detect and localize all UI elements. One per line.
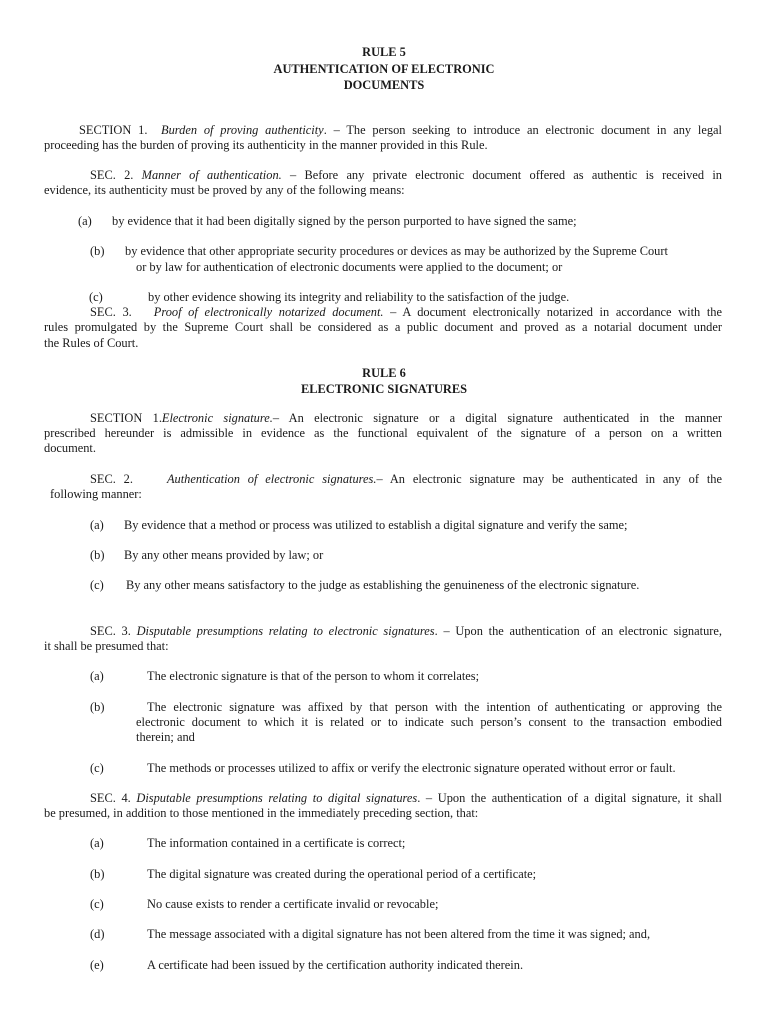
list-item-text: by evidence that other appropriate security procedures or devices as may be authorized by the Supreme Court xyxy=(125,244,668,258)
list-marker: (c) xyxy=(90,897,104,911)
rule5-title-line2: DOCUMENTS xyxy=(343,78,425,92)
list-item-text-cont: or by law for authentication of electronic documents were applied to the document; or xyxy=(136,260,563,274)
rule5-sec1-line1 xyxy=(44,123,722,139)
list-marker: (d) xyxy=(90,927,105,941)
section-heading: Electronic signature. xyxy=(161,411,273,425)
rule6-sec3-line2: it shall be presumed that: xyxy=(44,639,169,653)
section-text: . – Upon the authentication of an electronic signature, xyxy=(434,624,722,638)
list-item-text: The electronic signature was affixed by that person with the intention of authenticating or approving the xyxy=(147,700,722,714)
section-heading: Authentication of electronic signatures. xyxy=(166,472,377,486)
list-item-text: The methods or processes utilized to affix or verify the electronic signature operated without error or fault. xyxy=(147,761,676,775)
section-text: – An electronic signature or a digital signature authenticated in the manner xyxy=(272,411,722,425)
rule5-number: RULE 5 xyxy=(362,45,406,59)
list-item-text-cont: electronic document to which it is related or to indicate such person’s consent to the transaction embodied xyxy=(136,715,722,729)
list-marker: (a) xyxy=(90,669,104,683)
section-text: – A document electronically notarized in accordance with the xyxy=(390,305,722,319)
section-text: . – The person seeking to introduce an electronic document in any legal xyxy=(323,123,722,137)
section-label: SECTION 1. xyxy=(90,411,162,425)
list-item-text: The digital signature was created during the operational period of a certificate; xyxy=(147,867,537,881)
list-item-text: By evidence that a method or process was utilized to establish a digital signature and verify the same; xyxy=(124,518,628,532)
list-marker: (a) xyxy=(90,518,104,532)
section-heading: Manner of authentication. xyxy=(141,168,282,182)
list-marker: (b) xyxy=(90,867,105,881)
section-text: – An electronic signature may be authenticated in any of the xyxy=(376,472,722,486)
list-item-text: The message associated with a digital signature has not been altered from the time it was signed; and, xyxy=(147,927,651,941)
list-marker: (a) xyxy=(90,836,104,850)
section-label: SEC. 3. xyxy=(90,305,132,319)
rule6-title: ELECTRONIC SIGNATURES xyxy=(300,382,468,396)
rule5-sec3-line2: rules promulgated by the Supreme Court shall be considered as a public document and proved as a notarial document under xyxy=(44,320,722,334)
section-label: SEC. 3. xyxy=(90,624,131,638)
rule5-sec2-line2: evidence, its authenticity must be proved by any of the following means: xyxy=(44,183,405,197)
list-item-text: The electronic signature is that of the person to whom it correlates; xyxy=(147,669,480,683)
section-label: SECTION 1. xyxy=(79,123,148,137)
rule6-number: RULE 6 xyxy=(362,366,406,380)
rule6-sec4-line1 xyxy=(44,791,722,807)
list-item-text: by evidence that it had been digitally signed by the person purported to have signed the same; xyxy=(112,214,577,228)
rule6-sec3-line1 xyxy=(44,624,722,640)
section-text: – Before any private electronic document offered as authentic is received in xyxy=(290,168,722,182)
section-heading: Proof of electronically notarized document. xyxy=(153,305,384,319)
rule6-sec1-line3: document. xyxy=(44,441,96,455)
list-item-text: No cause exists to render a certificate invalid or revocable; xyxy=(147,897,439,911)
list-marker: (c) xyxy=(90,761,104,775)
list-marker: (a) xyxy=(78,214,92,228)
section-heading: Burden of proving authenticity xyxy=(161,123,324,137)
section-label: SEC. 2. xyxy=(90,472,133,486)
list-item-text-cont: therein; and xyxy=(136,730,195,744)
rule6-sec4-line2: be presumed, in addition to those mentioned in the immediately preceding section, that: xyxy=(44,806,479,820)
list-marker: (b) xyxy=(90,244,105,258)
rule5-title-line1: AUTHENTICATION OF ELECTRONIC xyxy=(273,62,495,76)
list-marker: (c) xyxy=(89,290,103,304)
list-item-text: A certificate had been issued by the certification authority indicated therein. xyxy=(147,958,524,972)
rule5-sec3-line3: the Rules of Court. xyxy=(44,336,139,350)
list-item-text: By any other means satisfactory to the judge as establishing the genuineness of the electronic signature. xyxy=(126,578,640,592)
rule5-sec3-line1 xyxy=(44,305,722,321)
list-item-text: By any other means provided by law; or xyxy=(124,548,324,562)
rule6-sec1-line1 xyxy=(44,411,722,427)
rule6-sec2-line2: following manner: xyxy=(50,487,142,501)
list-item-text: The information contained in a certificate is correct; xyxy=(147,836,406,850)
list-marker: (e) xyxy=(90,958,104,972)
section-text: . – Upon the authentication of a digital signature, it shall xyxy=(417,791,722,805)
section-label: SEC. 4. xyxy=(90,791,131,805)
rule6-sec1-line2: prescribed hereunder is admissible in evidence as the functional equivalent of the signature of a person on a written xyxy=(44,426,722,440)
section-heading: Disputable presumptions relating to electronic signatures xyxy=(136,624,435,638)
section-label: SEC. 2. xyxy=(90,168,134,182)
list-marker: (c) xyxy=(90,578,104,592)
list-marker: (b) xyxy=(90,700,105,714)
list-item-text: by other evidence showing its integrity and reliability to the satisfaction of the judge. xyxy=(148,290,570,304)
rule5-sec1-line2: proceeding has the burden of proving its authenticity in the manner provided in this Rule. xyxy=(44,138,488,152)
list-marker: (b) xyxy=(90,548,105,562)
rule6-sec2-line1 xyxy=(44,472,722,488)
rule5-sec2-line1 xyxy=(44,168,722,184)
section-heading: Disputable presumptions relating to digital signatures xyxy=(136,791,418,805)
